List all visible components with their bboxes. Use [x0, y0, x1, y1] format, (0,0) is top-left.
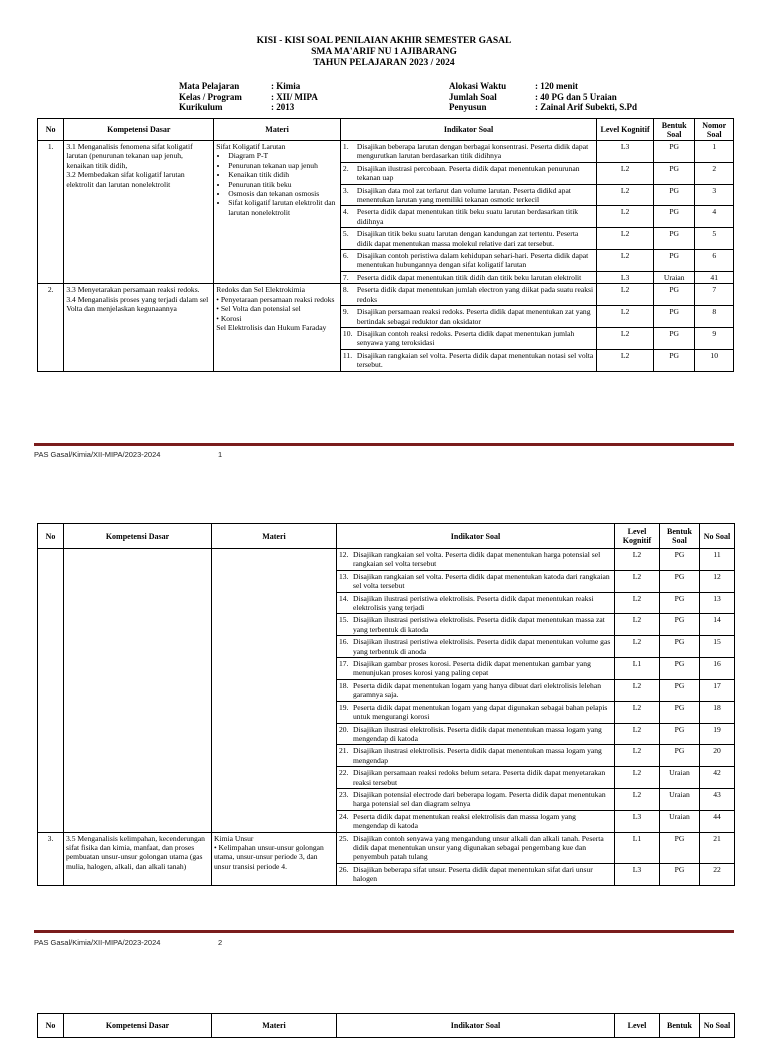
bentuk-soal: PG — [660, 614, 700, 636]
bentuk-soal: PG — [653, 327, 695, 349]
col-header-p3: Bentuk — [660, 1014, 700, 1038]
nomor-soal: 4 — [695, 206, 734, 228]
level-kognitif: L1 — [615, 658, 660, 680]
bentuk-soal: PG — [653, 206, 695, 228]
materi — [214, 284, 341, 371]
footer-rule-2 — [34, 930, 734, 933]
indikator-number: 14. — [339, 593, 349, 603]
col-header-materi: Materi — [214, 119, 341, 141]
level-kognitif: L2 — [615, 788, 660, 810]
meta-label: Alokasi Waktu — [449, 81, 507, 91]
meta-label: Jumlah Soal — [449, 91, 497, 102]
footer-page2 — [34, 938, 223, 947]
indikator-item — [343, 285, 594, 304]
indikator-cell — [337, 592, 615, 614]
indikator-number: 1. — [342, 142, 349, 151]
nomor-soal: 17 — [700, 679, 735, 701]
doc-title-line2: SMA MA'ARIF NU 1 AJIBARANG — [311, 47, 457, 57]
nomor-soal: 22 — [700, 863, 735, 885]
meta-label: Mata Pelajaran — [179, 81, 240, 91]
meta-right — [449, 81, 637, 113]
indikator-cell — [340, 306, 596, 328]
materi — [212, 832, 337, 885]
indikator-item — [343, 307, 594, 326]
level-kognitif: L2 — [615, 592, 660, 614]
indikator-text: Disajikan gambar proses korosi. Peserta didik dapat menentukan gambar yang menunjukan proses korosi yang paling cepat — [353, 659, 591, 678]
materi — [212, 549, 337, 833]
nomor-soal: 43 — [700, 788, 735, 810]
indikator-text: Disajikan data mol zat terlarut dan volume larutan. Peserta didikd apat menentukan larutan yang memiliki tekanan osmotic terkecil — [356, 185, 571, 205]
indikator-item — [343, 329, 594, 348]
kd-item: 3.3 Menyetarakan persamaan reaksi redoks. — [66, 285, 200, 295]
page-number: 2 — [218, 938, 223, 947]
col-header-p3: Kompetensi Dasar — [64, 1014, 212, 1038]
indikator-item — [343, 207, 594, 226]
level-kognitif: L2 — [597, 349, 654, 371]
level-kognitif: L2 — [615, 723, 660, 745]
indikator-cell — [340, 284, 596, 306]
level-kognitif: L2 — [597, 228, 654, 250]
nomor-soal: 14 — [700, 614, 735, 636]
indikator-text: Disajikan ilustrasi elektrolisis. Peserta didik dapat menentukan massa logam yang mengendap — [353, 746, 602, 765]
nomor-soal: 5 — [695, 228, 734, 250]
level-kognitif: L3 — [615, 810, 660, 832]
indikator-number: 7. — [342, 272, 349, 282]
nomor-soal: 3 — [695, 184, 734, 206]
meta-row — [449, 81, 637, 92]
indikator-item — [339, 812, 612, 831]
level-kognitif: L2 — [597, 162, 654, 184]
bentuk-soal: Uraian — [660, 810, 700, 832]
bentuk-soal: PG — [660, 723, 700, 745]
nomor-soal: 6 — [695, 250, 734, 272]
indikator-item — [339, 865, 612, 884]
indikator-number: 8. — [342, 285, 349, 295]
indikator-text: Disajikan persamaan reaksi redoks. Peserta didik dapat menentukan zat yang bertindak sebagai reduktor dan oksidator — [356, 307, 591, 326]
materi-title: Kimia Unsur — [214, 833, 254, 843]
page-number: 1 — [218, 450, 223, 459]
nomor-soal: 1 — [695, 141, 734, 163]
indikator-text: Disajikan beberapa sifat unsur. Peserta didik dapat menentukan sifat dari unsur halogen — [353, 864, 593, 884]
col-header-bentuk: Bentuk Soal — [660, 524, 700, 549]
indikator-cell — [337, 723, 615, 745]
materi-item: • Diagram P-T — [228, 151, 338, 160]
col-header-p3: No Soal — [700, 1014, 735, 1038]
indikator-number: 6. — [342, 251, 349, 261]
indikator-cell — [340, 271, 596, 283]
indikator-item — [343, 142, 594, 161]
page-3 — [0, 1010, 768, 1030]
meta-value: : 40 PG dan 5 Uraian — [535, 91, 617, 102]
level-kognitif: L3 — [615, 863, 660, 885]
meta-left — [179, 81, 318, 113]
kompetensi-dasar — [64, 549, 212, 833]
level-kognitif: L2 — [597, 306, 654, 328]
nomor-soal: 9 — [695, 327, 734, 349]
bentuk-soal: PG — [653, 284, 695, 306]
footer-page1 — [34, 450, 223, 459]
bentuk-soal: PG — [653, 306, 695, 328]
indikator-item — [343, 229, 594, 248]
col-header-indikator: Indikator Soal — [340, 119, 596, 141]
nomor-soal: 20 — [700, 745, 735, 767]
indikator-item — [339, 572, 612, 591]
col-header-level: Level Kognitif — [597, 119, 654, 141]
indikator-text: Peserta didik dapat menentukan jumlah electron yang diikat pada suatu reaksi redoks — [356, 285, 594, 304]
nomor-soal: 42 — [700, 767, 735, 789]
indikator-text: Disajikan potensial electrode dari beberapa logam. Peserta didik dapat menentukan harga potensial sel dan diagram selnya — [353, 789, 606, 809]
nomor-soal: 11 — [700, 549, 735, 571]
meta-row — [179, 92, 318, 103]
kisi-table-page2 — [37, 523, 735, 886]
table-row — [38, 549, 735, 571]
table-row — [38, 832, 735, 863]
indikator-item — [339, 637, 612, 656]
indikator-item — [339, 834, 612, 862]
indikator-text: Disajikan beberapa larutan dengan berbagai konsentrasi. Peserta didik dapat mengurutkan larutan berdasarkan titik didihnya — [356, 142, 589, 161]
indikator-text: Disajikan ilustrasi peristiwa elektrolisis. Peserta didik dapat menentukan massa zat yang terbentuk di katoda — [353, 615, 605, 634]
materi-item: • Penyetaraan persamaan reaksi redoks — [216, 294, 335, 304]
materi-item: • Penurunan titik beku — [228, 180, 338, 189]
nomor-soal: 44 — [700, 810, 735, 832]
level-kognitif: L2 — [615, 745, 660, 767]
indikator-number: 9. — [342, 307, 349, 317]
meta-value: : 120 menit — [535, 81, 578, 91]
level-kognitif: L3 — [597, 141, 654, 163]
col-header-p3: Indikator Soal — [337, 1014, 615, 1038]
indikator-cell — [337, 614, 615, 636]
nomor-soal: 7 — [695, 284, 734, 306]
meta-label: Kurikulum — [179, 102, 223, 112]
indikator-text: Disajikan rangkaian sel volta. Peserta didik dapat menentukan notasi sel volta tersebut. — [356, 350, 594, 370]
table-row — [38, 284, 734, 306]
indikator-item — [339, 615, 612, 634]
indikator-cell — [337, 745, 615, 767]
bentuk-soal: PG — [660, 679, 700, 701]
materi-item: Sel Elektrolisis dan Hukum Faraday — [216, 322, 327, 332]
group-number: 1. — [38, 141, 64, 284]
nomor-soal: 2 — [695, 162, 734, 184]
indikator-text: Disajikan ilustrasi percobaan. Peserta didik dapat menentukan penurunan tekanan uap — [356, 163, 580, 183]
level-kognitif: L2 — [615, 701, 660, 723]
kompetensi-dasar — [64, 284, 214, 371]
col-header-kd: Kompetensi Dasar — [64, 119, 214, 141]
col-header-nomor: No Soal — [700, 524, 735, 549]
kd-item: 3.5 Menganalisis kelimpahan, kecenderungan sifat fisika dan kimia, manfaat, dan proses pembuatan unsur-unsur golongan utama (gas mulia, halogen, alkali, dan alkali tanah) — [66, 833, 205, 871]
indikator-number: 23. — [339, 789, 349, 799]
indikator-cell — [340, 250, 596, 272]
nomor-soal: 8 — [695, 306, 734, 328]
footer-text: PAS Gasal/Kimia/XII-MIPA/2023-2024 — [34, 450, 161, 459]
indikator-text: Peserta didik dapat menentukan reaksi elektrolisis dan massa logam yang mengendap di katoda — [353, 811, 576, 831]
level-kognitif: L2 — [597, 184, 654, 206]
nomor-soal: 18 — [700, 701, 735, 723]
indikator-text: Disajikan persamaan reaksi redoks belum setara. Peserta didik dapat menyetarakan reaksi tersebut — [353, 768, 606, 787]
level-kognitif: L2 — [597, 284, 654, 306]
indikator-cell — [340, 206, 596, 228]
indikator-item — [339, 746, 612, 765]
indikator-number: 5. — [342, 229, 349, 239]
bentuk-soal: PG — [653, 349, 695, 371]
kd-item: 3.2 Membedakan sifat koligatif larutan elektrolit dan larutan nonelektrolit — [66, 170, 185, 189]
indikator-cell — [337, 636, 615, 658]
indikator-number: 18. — [339, 680, 349, 690]
indikator-item — [339, 725, 612, 744]
indikator-number: 26. — [339, 864, 349, 874]
indikator-cell — [337, 658, 615, 680]
indikator-item — [343, 164, 594, 183]
nomor-soal: 21 — [700, 832, 735, 863]
meta-row — [449, 102, 637, 113]
nomor-soal: 13 — [700, 592, 735, 614]
materi-item: • Korosi — [216, 313, 242, 323]
indikator-number: 16. — [339, 637, 349, 647]
materi-item: • Osmosis dan tekanan osmosis — [228, 189, 338, 198]
materi-item: • Kenaikan titik didih — [228, 170, 338, 179]
group-number: 3. — [38, 832, 64, 885]
nomor-soal: 10 — [695, 349, 734, 371]
footer-text: PAS Gasal/Kimia/XII-MIPA/2023-2024 — [34, 938, 161, 947]
indikator-number: 19. — [339, 702, 349, 712]
indikator-text: Disajikan contoh reaksi redoks. Peserta didik dapat menentukan jumlah senyawa yang teroksidasi — [356, 328, 575, 348]
level-kognitif: L2 — [615, 570, 660, 592]
indikator-cell — [337, 788, 615, 810]
level-kognitif: L2 — [615, 679, 660, 701]
indikator-text: Disajikan titik beku suatu larutan dengan kandungan zat tertentu. Peserta didik dapat menentukan massa molekul relative dari zat tersebut. — [356, 229, 579, 248]
nomor-soal: 19 — [700, 723, 735, 745]
kisi-table-page1 — [37, 118, 734, 372]
bentuk-soal: PG — [653, 250, 695, 272]
indikator-number: 20. — [339, 724, 349, 734]
group-number — [38, 549, 64, 833]
indikator-item — [339, 768, 612, 787]
footer-rule-1 — [34, 443, 734, 446]
bentuk-soal: Uraian — [660, 767, 700, 789]
bentuk-soal: PG — [660, 832, 700, 863]
meta-value: : 2013 — [271, 102, 295, 112]
bentuk-soal: PG — [660, 745, 700, 767]
indikator-number: 10. — [342, 328, 353, 338]
indikator-number: 21. — [339, 746, 349, 756]
meta-value: : Kimia — [271, 81, 301, 91]
kompetensi-dasar — [64, 832, 212, 885]
indikator-cell — [340, 349, 596, 371]
bentuk-soal: Uraian — [660, 788, 700, 810]
nomor-soal: 16 — [700, 658, 735, 680]
meta-row — [179, 102, 318, 113]
materi-item: • Sel Volta dan potensial sel — [216, 304, 301, 314]
indikator-text: Disajikan ilustrasi peristiwa elektrolisis. Peserta didik dapat menentukan volume gas yang terbentuk di anoda — [353, 637, 611, 656]
col-header-no: No — [38, 524, 64, 549]
kd-item: 3.4 Menganalisis proses yang terjadi dalam sel Volta dan menjelaskan kegunaannya — [66, 294, 209, 314]
indikator-number: 17. — [339, 659, 349, 669]
indikator-number: 13. — [339, 571, 349, 581]
indikator-cell — [337, 549, 615, 571]
indikator-text: Peserta didik dapat menentukan logam yang dapat digunakan sebagai bahan pelapis untuk mengurangi korosi — [353, 702, 608, 722]
indikator-number: 25. — [339, 833, 349, 843]
indikator-number: 4. — [342, 207, 349, 217]
nomor-soal: 41 — [695, 271, 734, 283]
indikator-text: Peserta didik dapat menentukan logam yang hanya dibuat dari elektrolisis lelehan garamnya saja. — [353, 680, 601, 700]
bentuk-soal: PG — [653, 228, 695, 250]
col-header-nomor: Nomor Soal — [695, 119, 734, 141]
col-header-p3: No — [38, 1014, 64, 1038]
meta-label: Kelas / Program — [179, 91, 242, 102]
kisi-table-page3-header — [37, 1013, 735, 1038]
indikator-cell — [337, 810, 615, 832]
page-1 — [0, 0, 768, 462]
meta-row — [179, 81, 318, 92]
materi-title: Redoks dan Sel Elektrokimia — [216, 285, 306, 295]
materi — [214, 141, 341, 284]
col-header-level: Level Kognitif — [615, 524, 660, 549]
indikator-cell — [337, 863, 615, 885]
bentuk-soal: PG — [660, 592, 700, 614]
materi-item: • Penurunan tekanan uap jenuh — [228, 161, 338, 170]
indikator-item — [339, 681, 612, 700]
indikator-cell — [340, 141, 596, 163]
materi-title: Sifat Koligatif Larutan — [216, 142, 286, 151]
indikator-text: Peserta didik dapat menentukan titik didih dan titik beku larutan elektrolit — [356, 272, 582, 282]
bentuk-soal: PG — [660, 658, 700, 680]
level-kognitif: L3 — [597, 271, 654, 283]
indikator-item — [343, 351, 594, 370]
bentuk-soal: PG — [660, 549, 700, 571]
indikator-item — [343, 186, 594, 205]
doc-title-line3: TAHUN PELAJARAN 2023 / 2024 — [313, 58, 455, 68]
meta-label: Penyusun — [449, 102, 487, 112]
kompetensi-dasar — [64, 141, 214, 284]
indikator-number: 11. — [342, 350, 353, 360]
indikator-cell — [337, 832, 615, 863]
indikator-cell — [337, 679, 615, 701]
indikator-number: 12. — [339, 550, 349, 559]
materi-item: • Sifat koligatif larutan elektrolit dan larutan nonelektrolit — [228, 198, 338, 217]
indikator-text: Disajikan rangkaian sel volta. Peserta didik dapat menentukan katoda dari rangkaian sel volta tersebut — [353, 571, 610, 591]
indikator-cell — [340, 184, 596, 206]
nomor-soal: 15 — [700, 636, 735, 658]
bentuk-soal: PG — [653, 184, 695, 206]
level-kognitif: L2 — [597, 327, 654, 349]
table-row — [38, 141, 734, 163]
indikator-number: 3. — [342, 185, 349, 195]
bentuk-soal: PG — [653, 141, 695, 163]
bentuk-soal: PG — [660, 863, 700, 885]
materi-item: • Kelimpahan unsur-unsur golongan utama, unsur-unsur periode 3, dan unsur transisi periode 4. — [214, 842, 324, 871]
indikator-item — [339, 790, 612, 809]
indikator-cell — [340, 327, 596, 349]
indikator-cell — [337, 767, 615, 789]
indikator-text: Disajikan contoh senyawa yang mengandung unsur alkali dan alkali tanah. Peserta didik dapat menentukan unsur yang digunakan sebagai pengembang kue dan penyembuh patah tulang — [353, 833, 604, 862]
page-2 — [0, 500, 768, 970]
indikator-item — [339, 659, 612, 678]
indikator-text: Peserta didik dapat menentukan titik beku suatu larutan berdasarkan titik didihnya — [356, 207, 579, 226]
indikator-text: Disajikan contoh peristiwa dalam kehidupan sehari-hari. Peserta didik dapat menentukan hubungannya dengan sifat koligatif larutan — [356, 251, 589, 270]
indikator-cell — [340, 162, 596, 184]
doc-title-line1: KISI - KISI SOAL PENILAIAN AKHIR SEMESTER GASAL — [256, 36, 512, 46]
indikator-item — [339, 594, 612, 613]
level-kognitif: L2 — [615, 636, 660, 658]
meta-value: : XII/ MIPA — [271, 91, 318, 102]
indikator-item — [339, 703, 612, 722]
level-kognitif: L2 — [615, 614, 660, 636]
nomor-soal: 12 — [700, 570, 735, 592]
meta-row — [449, 92, 637, 103]
indikator-item — [343, 273, 594, 282]
indikator-cell — [337, 570, 615, 592]
indikator-number: 22. — [339, 768, 349, 778]
indikator-number: 24. — [339, 811, 349, 821]
indikator-text: Disajikan ilustrasi elektrolisis. Peserta didik dapat menentukan massa logam yang mengendap di katoda — [353, 724, 602, 743]
meta-value: : Zainal Arif Subekti, S.Pd — [535, 102, 638, 112]
indikator-text: Disajikan ilustrasi peristiwa elektrolisis. Peserta didik dapat menentukan reaksi elektrolisis yang terjadi — [353, 593, 594, 613]
indikator-cell — [337, 701, 615, 723]
col-header-p3: Materi — [212, 1014, 337, 1038]
bentuk-soal: Uraian — [653, 271, 695, 283]
bentuk-soal: PG — [660, 701, 700, 723]
bentuk-soal: PG — [660, 570, 700, 592]
level-kognitif: L2 — [597, 206, 654, 228]
indikator-item — [343, 251, 594, 270]
kd-item: 3.1 Menganalisis fenomena sifat koligatif larutan (penurunan tekanan uap jenuh, kenaikan titik didih, — [66, 142, 193, 170]
col-header-bentuk: Bentuk Soal — [653, 119, 695, 141]
indikator-text: Disajikan rangkaian sel volta. Peserta didik dapat menentukan harga potensial sel rangkaian sel volta tersebut — [353, 550, 601, 569]
materi-list — [216, 151, 338, 217]
indikator-item — [339, 550, 612, 569]
bentuk-soal: PG — [653, 162, 695, 184]
level-kognitif: L2 — [597, 250, 654, 272]
col-header-kd: Kompetensi Dasar — [64, 524, 212, 549]
indikator-number: 2. — [342, 163, 349, 173]
col-header-p3: Level — [615, 1014, 660, 1038]
col-header-materi: Materi — [212, 524, 337, 549]
level-kognitif: L1 — [615, 832, 660, 863]
indikator-number: 15. — [339, 615, 349, 625]
col-header-no: No — [38, 119, 64, 141]
bentuk-soal: PG — [660, 636, 700, 658]
indikator-cell — [340, 228, 596, 250]
col-header-indikator: Indikator Soal — [337, 524, 615, 549]
level-kognitif: L2 — [615, 549, 660, 571]
group-number: 2. — [38, 284, 64, 371]
level-kognitif: L2 — [615, 767, 660, 789]
